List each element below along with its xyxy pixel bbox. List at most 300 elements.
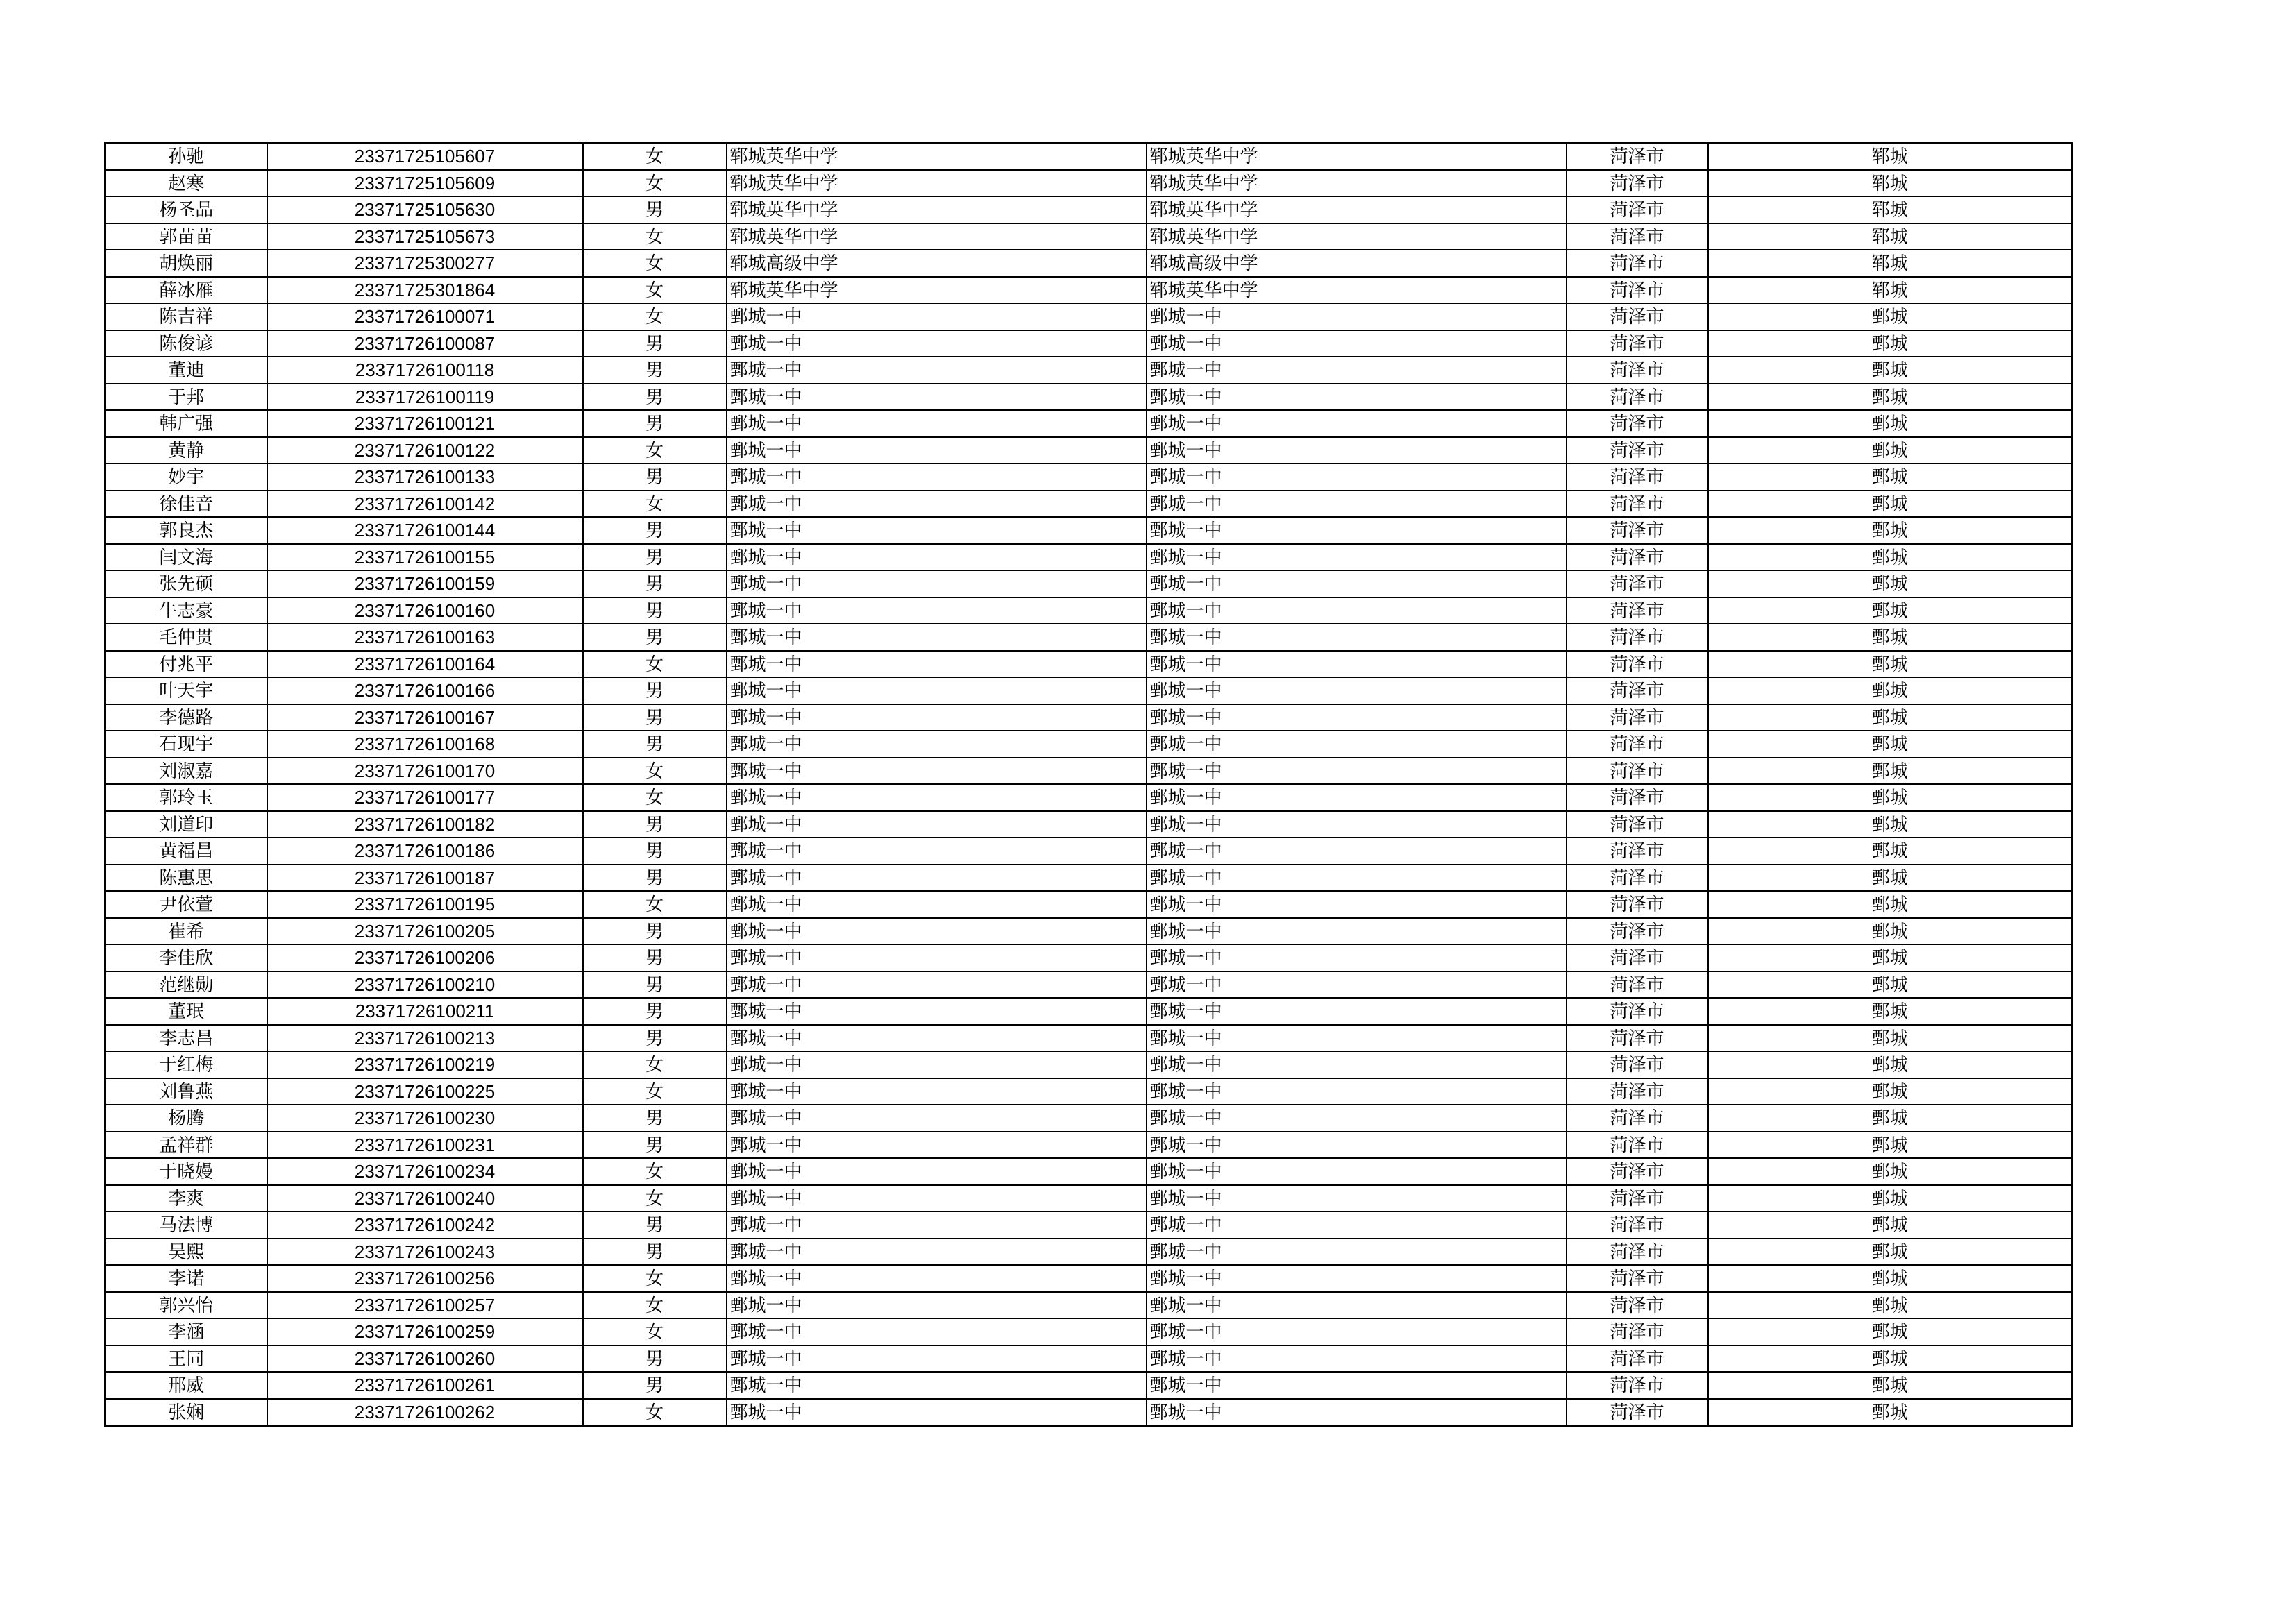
gender-cell: 男 (583, 971, 727, 999)
school-cell: 鄄城一中 (727, 1239, 1147, 1266)
gender-cell: 女 (583, 1185, 727, 1212)
school-cell: 鄄城一中 (727, 464, 1147, 491)
school-cell: 郓城英华中学 (727, 223, 1147, 250)
student-name-cell: 叶天宇 (105, 677, 267, 704)
city-cell: 菏泽市 (1567, 865, 1708, 892)
county-cell: 鄄城 (1708, 704, 2073, 731)
school-cell: 鄄城一中 (727, 330, 1147, 357)
county-cell: 郓城 (1708, 196, 2073, 223)
table-row (105, 784, 2073, 811)
exam-school-cell: 鄄城一中 (1147, 544, 1567, 571)
table-row (105, 1372, 2073, 1399)
exam-school-cell: 鄄城一中 (1147, 303, 1567, 330)
exam-school-cell: 鄄城一中 (1147, 437, 1567, 464)
student-name-cell: 于邦 (105, 384, 267, 411)
student-name-cell: 吴熙 (105, 1239, 267, 1266)
table-row (105, 330, 2073, 357)
county-cell: 鄄城 (1708, 971, 2073, 999)
gender-cell: 男 (583, 998, 727, 1025)
student-id-cell: 23371726100087 (267, 330, 583, 357)
school-cell: 鄄城一中 (727, 704, 1147, 731)
student-id-cell: 23371726100166 (267, 677, 583, 704)
city-cell: 菏泽市 (1567, 998, 1708, 1025)
student-id-cell: 23371726100230 (267, 1105, 583, 1132)
school-cell: 郓城英华中学 (727, 143, 1147, 170)
student-id-cell: 23371726100219 (267, 1051, 583, 1078)
table-row (105, 1345, 2073, 1373)
county-cell: 鄄城 (1708, 1345, 2073, 1373)
student-name-cell: 毛仲贯 (105, 624, 267, 651)
gender-cell: 女 (583, 143, 727, 170)
student-name-cell: 黄福昌 (105, 838, 267, 865)
gender-cell: 女 (583, 491, 727, 518)
student-name-cell: 陈惠思 (105, 865, 267, 892)
county-cell: 鄄城 (1708, 1372, 2073, 1399)
city-cell: 菏泽市 (1567, 1265, 1708, 1292)
student-name-cell: 李诺 (105, 1265, 267, 1292)
student-id-cell: 23371725105673 (267, 223, 583, 250)
county-cell: 鄄城 (1708, 811, 2073, 838)
student-name-cell: 于红梅 (105, 1051, 267, 1078)
gender-cell: 男 (583, 944, 727, 971)
student-name-cell: 孙驰 (105, 143, 267, 170)
student-id-cell: 23371726100256 (267, 1265, 583, 1292)
gender-cell: 男 (583, 677, 727, 704)
student-id-cell: 23371726100160 (267, 597, 583, 624)
city-cell: 菏泽市 (1567, 651, 1708, 678)
city-cell: 菏泽市 (1567, 1025, 1708, 1052)
table-row (105, 437, 2073, 464)
table-row (105, 1212, 2073, 1239)
table-row (105, 1158, 2073, 1185)
school-cell: 鄄城一中 (727, 1265, 1147, 1292)
school-cell: 鄄城一中 (727, 971, 1147, 999)
exam-school-cell: 郓城英华中学 (1147, 196, 1567, 223)
county-cell: 鄄城 (1708, 570, 2073, 597)
gender-cell: 男 (583, 1372, 727, 1399)
county-cell: 鄄城 (1708, 357, 2073, 384)
table-row (105, 1185, 2073, 1212)
gender-cell: 男 (583, 597, 727, 624)
table-row (105, 624, 2073, 651)
student-id-cell: 23371726100164 (267, 651, 583, 678)
gender-cell: 男 (583, 838, 727, 865)
table-row (105, 891, 2073, 918)
student-id-cell: 23371726100231 (267, 1132, 583, 1159)
exam-school-cell: 鄄城一中 (1147, 1265, 1567, 1292)
exam-school-cell: 鄄城一中 (1147, 357, 1567, 384)
school-cell: 鄄城一中 (727, 1078, 1147, 1105)
student-id-cell: 23371726100240 (267, 1185, 583, 1212)
school-cell: 郓城英华中学 (727, 277, 1147, 304)
student-id-cell: 23371726100213 (267, 1025, 583, 1052)
table-row (105, 918, 2073, 945)
county-cell: 鄄城 (1708, 677, 2073, 704)
county-cell: 郓城 (1708, 170, 2073, 197)
city-cell: 菏泽市 (1567, 677, 1708, 704)
table-row (105, 1318, 2073, 1345)
gender-cell: 女 (583, 303, 727, 330)
table-row (105, 597, 2073, 624)
table-row (105, 384, 2073, 411)
gender-cell: 男 (583, 918, 727, 945)
exam-school-cell: 鄄城一中 (1147, 784, 1567, 811)
school-cell: 鄄城一中 (727, 865, 1147, 892)
student-id-cell: 23371726100242 (267, 1212, 583, 1239)
city-cell: 菏泽市 (1567, 223, 1708, 250)
exam-school-cell: 鄄城一中 (1147, 464, 1567, 491)
table-row (105, 491, 2073, 518)
student-name-cell: 李爽 (105, 1185, 267, 1212)
school-cell: 鄄城一中 (727, 1025, 1147, 1052)
county-cell: 鄄城 (1708, 1025, 2073, 1052)
city-cell: 菏泽市 (1567, 758, 1708, 785)
student-name-cell: 郭玲玉 (105, 784, 267, 811)
city-cell: 菏泽市 (1567, 1051, 1708, 1078)
student-id-cell: 23371725301864 (267, 277, 583, 304)
student-id-cell: 23371725300277 (267, 250, 583, 277)
school-cell: 鄄城一中 (727, 944, 1147, 971)
gender-cell: 男 (583, 1239, 727, 1266)
city-cell: 菏泽市 (1567, 918, 1708, 945)
student-name-cell: 韩广强 (105, 410, 267, 437)
school-cell: 鄄城一中 (727, 1212, 1147, 1239)
gender-cell: 男 (583, 731, 727, 758)
student-id-cell: 23371726100177 (267, 784, 583, 811)
school-cell: 鄄城一中 (727, 758, 1147, 785)
student-name-cell: 崔希 (105, 918, 267, 945)
student-id-cell: 23371726100133 (267, 464, 583, 491)
student-name-cell: 郭兴怡 (105, 1292, 267, 1319)
gender-cell: 女 (583, 1399, 727, 1426)
student-id-cell: 23371726100261 (267, 1372, 583, 1399)
exam-school-cell: 鄄城一中 (1147, 1212, 1567, 1239)
city-cell: 菏泽市 (1567, 570, 1708, 597)
county-cell: 鄄城 (1708, 544, 2073, 571)
exam-school-cell: 鄄城一中 (1147, 1372, 1567, 1399)
county-cell: 鄄城 (1708, 464, 2073, 491)
student-name-cell: 徐佳音 (105, 491, 267, 518)
student-id-cell: 23371726100167 (267, 704, 583, 731)
student-id-cell: 23371726100182 (267, 811, 583, 838)
county-cell: 鄄城 (1708, 1292, 2073, 1319)
school-cell: 郓城高级中学 (727, 250, 1147, 277)
student-name-cell: 范继勋 (105, 971, 267, 999)
county-cell: 郓城 (1708, 277, 2073, 304)
exam-school-cell: 鄄城一中 (1147, 677, 1567, 704)
city-cell: 菏泽市 (1567, 544, 1708, 571)
school-cell: 鄄城一中 (727, 651, 1147, 678)
school-cell: 鄄城一中 (727, 544, 1147, 571)
student-table (104, 142, 2073, 1427)
city-cell: 菏泽市 (1567, 143, 1708, 170)
county-cell: 鄄城 (1708, 865, 2073, 892)
county-cell: 鄄城 (1708, 1318, 2073, 1345)
table-row (105, 651, 2073, 678)
student-name-cell: 杨圣品 (105, 196, 267, 223)
gender-cell: 女 (583, 223, 727, 250)
city-cell: 菏泽市 (1567, 1105, 1708, 1132)
student-name-cell: 邢威 (105, 1372, 267, 1399)
county-cell: 鄄城 (1708, 1158, 2073, 1185)
exam-school-cell: 郓城英华中学 (1147, 277, 1567, 304)
student-id-cell: 23371726100187 (267, 865, 583, 892)
county-cell: 鄄城 (1708, 1185, 2073, 1212)
school-cell: 鄄城一中 (727, 384, 1147, 411)
city-cell: 菏泽市 (1567, 196, 1708, 223)
county-cell: 鄄城 (1708, 944, 2073, 971)
exam-school-cell: 鄄城一中 (1147, 410, 1567, 437)
student-name-cell: 石现宇 (105, 731, 267, 758)
student-id-cell: 23371726100170 (267, 758, 583, 785)
student-name-cell: 郭良杰 (105, 517, 267, 544)
school-cell: 鄄城一中 (727, 784, 1147, 811)
student-name-cell: 妙宇 (105, 464, 267, 491)
student-name-cell: 张先硕 (105, 570, 267, 597)
county-cell: 鄄城 (1708, 838, 2073, 865)
gender-cell: 女 (583, 1265, 727, 1292)
school-cell: 鄄城一中 (727, 624, 1147, 651)
county-cell: 鄄城 (1708, 758, 2073, 785)
student-id-cell: 23371726100225 (267, 1078, 583, 1105)
gender-cell: 男 (583, 196, 727, 223)
exam-school-cell: 郓城英华中学 (1147, 223, 1567, 250)
table-row (105, 1025, 2073, 1052)
table-row (105, 170, 2073, 197)
city-cell: 菏泽市 (1567, 1239, 1708, 1266)
student-id-cell: 23371726100234 (267, 1158, 583, 1185)
exam-school-cell: 鄄城一中 (1147, 1399, 1567, 1426)
exam-school-cell: 鄄城一中 (1147, 1239, 1567, 1266)
city-cell: 菏泽市 (1567, 1158, 1708, 1185)
student-id-cell: 23371725105609 (267, 170, 583, 197)
city-cell: 菏泽市 (1567, 838, 1708, 865)
gender-cell: 男 (583, 704, 727, 731)
student-name-cell: 尹依萱 (105, 891, 267, 918)
county-cell: 鄄城 (1708, 918, 2073, 945)
county-cell: 鄄城 (1708, 437, 2073, 464)
school-cell: 鄄城一中 (727, 410, 1147, 437)
city-cell: 菏泽市 (1567, 1078, 1708, 1105)
student-id-cell: 23371726100260 (267, 1345, 583, 1373)
school-cell: 鄄城一中 (727, 891, 1147, 918)
city-cell: 菏泽市 (1567, 384, 1708, 411)
exam-school-cell: 鄄城一中 (1147, 597, 1567, 624)
exam-school-cell: 鄄城一中 (1147, 1185, 1567, 1212)
table-row (105, 998, 2073, 1025)
student-id-cell: 23371726100119 (267, 384, 583, 411)
exam-school-cell: 鄄城一中 (1147, 1132, 1567, 1159)
county-cell: 郓城 (1708, 250, 2073, 277)
gender-cell: 男 (583, 1212, 727, 1239)
gender-cell: 女 (583, 758, 727, 785)
county-cell: 鄄城 (1708, 491, 2073, 518)
table-row (105, 143, 2073, 170)
table-row (105, 1051, 2073, 1078)
table-row (105, 223, 2073, 250)
table-row (105, 544, 2073, 571)
student-id-cell: 23371726100144 (267, 517, 583, 544)
school-cell: 鄄城一中 (727, 1372, 1147, 1399)
gender-cell: 男 (583, 330, 727, 357)
gender-cell: 女 (583, 437, 727, 464)
city-cell: 菏泽市 (1567, 1399, 1708, 1426)
student-id-cell: 23371726100142 (267, 491, 583, 518)
school-cell: 鄄城一中 (727, 838, 1147, 865)
gender-cell: 女 (583, 1051, 727, 1078)
gender-cell: 男 (583, 865, 727, 892)
student-id-cell: 23371726100210 (267, 971, 583, 999)
student-id-cell: 23371726100186 (267, 838, 583, 865)
table-row (105, 464, 2073, 491)
exam-school-cell: 鄄城一中 (1147, 517, 1567, 544)
gender-cell: 男 (583, 464, 727, 491)
student-name-cell: 孟祥群 (105, 1132, 267, 1159)
county-cell: 鄄城 (1708, 517, 2073, 544)
city-cell: 菏泽市 (1567, 624, 1708, 651)
student-name-cell: 张娴 (105, 1399, 267, 1426)
gender-cell: 女 (583, 651, 727, 678)
student-name-cell: 薛冰雁 (105, 277, 267, 304)
gender-cell: 女 (583, 170, 727, 197)
exam-school-cell: 鄄城一中 (1147, 1078, 1567, 1105)
student-id-cell: 23371726100206 (267, 944, 583, 971)
city-cell: 菏泽市 (1567, 704, 1708, 731)
city-cell: 菏泽市 (1567, 277, 1708, 304)
county-cell: 鄄城 (1708, 1051, 2073, 1078)
gender-cell: 女 (583, 891, 727, 918)
county-cell: 鄄城 (1708, 303, 2073, 330)
exam-school-cell: 鄄城一中 (1147, 865, 1567, 892)
table-row (105, 1292, 2073, 1319)
school-cell: 郓城英华中学 (727, 196, 1147, 223)
exam-school-cell: 鄄城一中 (1147, 1158, 1567, 1185)
exam-school-cell: 鄄城一中 (1147, 491, 1567, 518)
city-cell: 菏泽市 (1567, 1212, 1708, 1239)
table-row (105, 196, 2073, 223)
table-row (105, 811, 2073, 838)
county-cell: 鄄城 (1708, 891, 2073, 918)
student-name-cell: 陈俊谚 (105, 330, 267, 357)
student-name-cell: 马法博 (105, 1212, 267, 1239)
county-cell: 鄄城 (1708, 1399, 2073, 1426)
student-id-cell: 23371726100163 (267, 624, 583, 651)
school-cell: 鄄城一中 (727, 811, 1147, 838)
table-row (105, 677, 2073, 704)
exam-school-cell: 鄄城一中 (1147, 1025, 1567, 1052)
school-cell: 鄄城一中 (727, 677, 1147, 704)
student-name-cell: 牛志豪 (105, 597, 267, 624)
school-cell: 鄄城一中 (727, 357, 1147, 384)
student-id-cell: 23371726100211 (267, 998, 583, 1025)
student-id-cell: 23371725105630 (267, 196, 583, 223)
city-cell: 菏泽市 (1567, 971, 1708, 999)
city-cell: 菏泽市 (1567, 1292, 1708, 1319)
school-cell: 鄄城一中 (727, 597, 1147, 624)
student-name-cell: 刘道印 (105, 811, 267, 838)
student-name-cell: 郭苗苗 (105, 223, 267, 250)
gender-cell: 男 (583, 1025, 727, 1052)
gender-cell: 男 (583, 1132, 727, 1159)
city-cell: 菏泽市 (1567, 1185, 1708, 1212)
table-row (105, 865, 2073, 892)
city-cell: 菏泽市 (1567, 1372, 1708, 1399)
student-name-cell: 李涵 (105, 1318, 267, 1345)
county-cell: 鄄城 (1708, 330, 2073, 357)
table-row (105, 1105, 2073, 1132)
student-name-cell: 黄静 (105, 437, 267, 464)
county-cell: 鄄城 (1708, 998, 2073, 1025)
student-name-cell: 董珉 (105, 998, 267, 1025)
gender-cell: 男 (583, 410, 727, 437)
student-id-cell: 23371726100071 (267, 303, 583, 330)
school-cell: 鄄城一中 (727, 1292, 1147, 1319)
school-cell: 鄄城一中 (727, 1185, 1147, 1212)
student-id-cell: 23371726100122 (267, 437, 583, 464)
gender-cell: 女 (583, 1318, 727, 1345)
city-cell: 菏泽市 (1567, 784, 1708, 811)
student-name-cell: 付兆平 (105, 651, 267, 678)
city-cell: 菏泽市 (1567, 944, 1708, 971)
exam-school-cell: 鄄城一中 (1147, 891, 1567, 918)
gender-cell: 女 (583, 277, 727, 304)
student-id-cell: 23371725105607 (267, 143, 583, 170)
student-name-cell: 李德路 (105, 704, 267, 731)
county-cell: 鄄城 (1708, 1078, 2073, 1105)
county-cell: 鄄城 (1708, 1239, 2073, 1266)
county-cell: 鄄城 (1708, 651, 2073, 678)
table-row (105, 1265, 2073, 1292)
student-name-cell: 董迪 (105, 357, 267, 384)
table-row (105, 758, 2073, 785)
exam-school-cell: 鄄城一中 (1147, 811, 1567, 838)
city-cell: 菏泽市 (1567, 1132, 1708, 1159)
student-name-cell: 于晓嫚 (105, 1158, 267, 1185)
exam-school-cell: 鄄城一中 (1147, 651, 1567, 678)
gender-cell: 男 (583, 544, 727, 571)
city-cell: 菏泽市 (1567, 437, 1708, 464)
exam-school-cell: 鄄城一中 (1147, 998, 1567, 1025)
school-cell: 鄄城一中 (727, 731, 1147, 758)
student-name-cell: 刘鲁燕 (105, 1078, 267, 1105)
city-cell: 菏泽市 (1567, 1345, 1708, 1373)
student-id-cell: 23371726100118 (267, 357, 583, 384)
county-cell: 鄄城 (1708, 410, 2073, 437)
gender-cell: 女 (583, 1292, 727, 1319)
exam-school-cell: 鄄城一中 (1147, 1318, 1567, 1345)
exam-school-cell: 鄄城一中 (1147, 731, 1567, 758)
city-cell: 菏泽市 (1567, 731, 1708, 758)
gender-cell: 男 (583, 570, 727, 597)
table-row (105, 1399, 2073, 1426)
gender-cell: 男 (583, 624, 727, 651)
school-cell: 鄄城一中 (727, 1051, 1147, 1078)
exam-school-cell: 郓城英华中学 (1147, 143, 1567, 170)
exam-school-cell: 鄄城一中 (1147, 1105, 1567, 1132)
city-cell: 菏泽市 (1567, 517, 1708, 544)
table-row (105, 357, 2073, 384)
school-cell: 鄄城一中 (727, 491, 1147, 518)
student-id-cell: 23371726100195 (267, 891, 583, 918)
school-cell: 鄄城一中 (727, 1345, 1147, 1373)
county-cell: 郓城 (1708, 223, 2073, 250)
student-id-cell: 23371726100205 (267, 918, 583, 945)
gender-cell: 男 (583, 1105, 727, 1132)
county-cell: 鄄城 (1708, 624, 2073, 651)
county-cell: 郓城 (1708, 143, 2073, 170)
table-row (105, 250, 2073, 277)
student-name-cell: 赵寒 (105, 170, 267, 197)
